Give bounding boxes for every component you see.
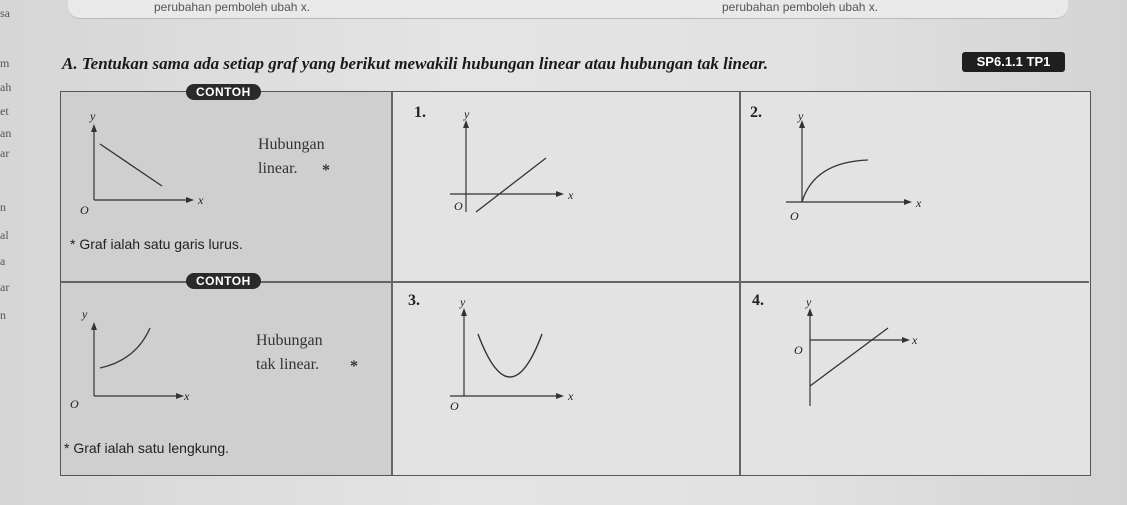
asterisk-mark: *	[350, 358, 358, 375]
y-axis-arrow	[461, 308, 467, 316]
origin-label: O	[794, 343, 803, 357]
margin-fragment: al	[0, 228, 9, 242]
x-axis-label: x	[568, 188, 574, 202]
x-axis-label: x	[916, 196, 922, 210]
margin-fragment: ar	[0, 146, 10, 160]
margin-fragment: an	[0, 126, 12, 140]
origin-label: O	[454, 199, 463, 213]
curve-line	[802, 160, 868, 202]
x-axis-arrow	[902, 337, 910, 343]
question-4-graph	[786, 295, 936, 410]
x-axis-label: x	[912, 333, 918, 347]
margin-fragment: sa	[0, 6, 10, 20]
x-axis-label: x	[184, 389, 190, 403]
margin-fragment: m	[0, 56, 10, 70]
origin-label: O	[80, 203, 89, 217]
example-linear-label-line2: linear.	[258, 160, 298, 177]
margin-fragment: n	[0, 308, 6, 322]
x-axis-label: x	[198, 193, 204, 207]
y-axis-arrow	[463, 120, 469, 128]
origin-label: O	[70, 397, 79, 411]
x-axis-arrow	[186, 197, 194, 203]
y-axis-arrow	[91, 322, 97, 330]
question-number: 1.	[414, 104, 426, 121]
linear-line	[476, 158, 546, 212]
question-number: 3.	[408, 292, 420, 309]
example-nonlinear-label-line1: Hubungan	[256, 332, 323, 349]
question-number: 2.	[750, 104, 762, 121]
question-1-graph	[450, 107, 590, 222]
linear-line	[100, 144, 162, 186]
y-axis-arrow	[807, 308, 813, 316]
contoh-badge: CONTOH	[186, 273, 261, 289]
table-divider	[391, 92, 393, 475]
x-axis-arrow	[556, 191, 564, 197]
top-band-text-right: perubahan pemboleh ubah x.	[722, 0, 879, 14]
x-axis-arrow	[904, 199, 912, 205]
y-axis-label: y	[82, 307, 88, 321]
reference-badge: SP6.1.1 TP1	[962, 52, 1065, 72]
origin-label: O	[450, 399, 459, 413]
question-number: 4.	[752, 292, 764, 309]
contoh-badge: CONTOH	[186, 84, 261, 100]
origin-label: O	[790, 209, 799, 223]
margin-fragment: n	[0, 200, 6, 214]
table-divider	[739, 92, 741, 475]
margin-fragment: ah	[0, 80, 12, 94]
question-2-graph	[786, 109, 926, 223]
x-axis-arrow	[176, 393, 184, 399]
asterisk-mark: *	[322, 162, 330, 179]
example-linear-label-line1: Hubungan	[258, 136, 325, 153]
y-axis-label: y	[798, 109, 804, 123]
example-nonlinear-graph	[70, 307, 210, 420]
curve-line	[100, 328, 150, 368]
example-nonlinear-label-line2: tak linear.	[256, 356, 320, 373]
example-linear-graph	[70, 110, 210, 220]
margin-fragment: et	[0, 104, 9, 118]
y-axis-label: y	[806, 295, 812, 309]
y-axis-label: y	[90, 109, 96, 123]
example-nonlinear-note: * Graf ialah satu lengkung.	[64, 440, 229, 456]
top-band-text-left: perubahan pemboleh ubah x.	[154, 0, 311, 14]
y-axis-arrow	[91, 124, 97, 132]
y-axis-label: y	[464, 107, 470, 121]
margin-fragment: a	[0, 254, 6, 268]
margin-fragment: ar	[0, 280, 10, 294]
instruction-text: A. Tentukan sama ada setiap graf yang berikut mewakili hubungan linear atau hubungan tak linear.	[62, 54, 768, 73]
x-axis-arrow	[556, 393, 564, 399]
example-linear-note: * Graf ialah satu garis lurus.	[70, 236, 243, 252]
y-axis-label: y	[460, 295, 466, 309]
question-3-graph	[450, 295, 590, 415]
x-axis-label: x	[568, 389, 574, 403]
linear-line	[810, 328, 888, 386]
parabola-curve	[478, 334, 542, 377]
